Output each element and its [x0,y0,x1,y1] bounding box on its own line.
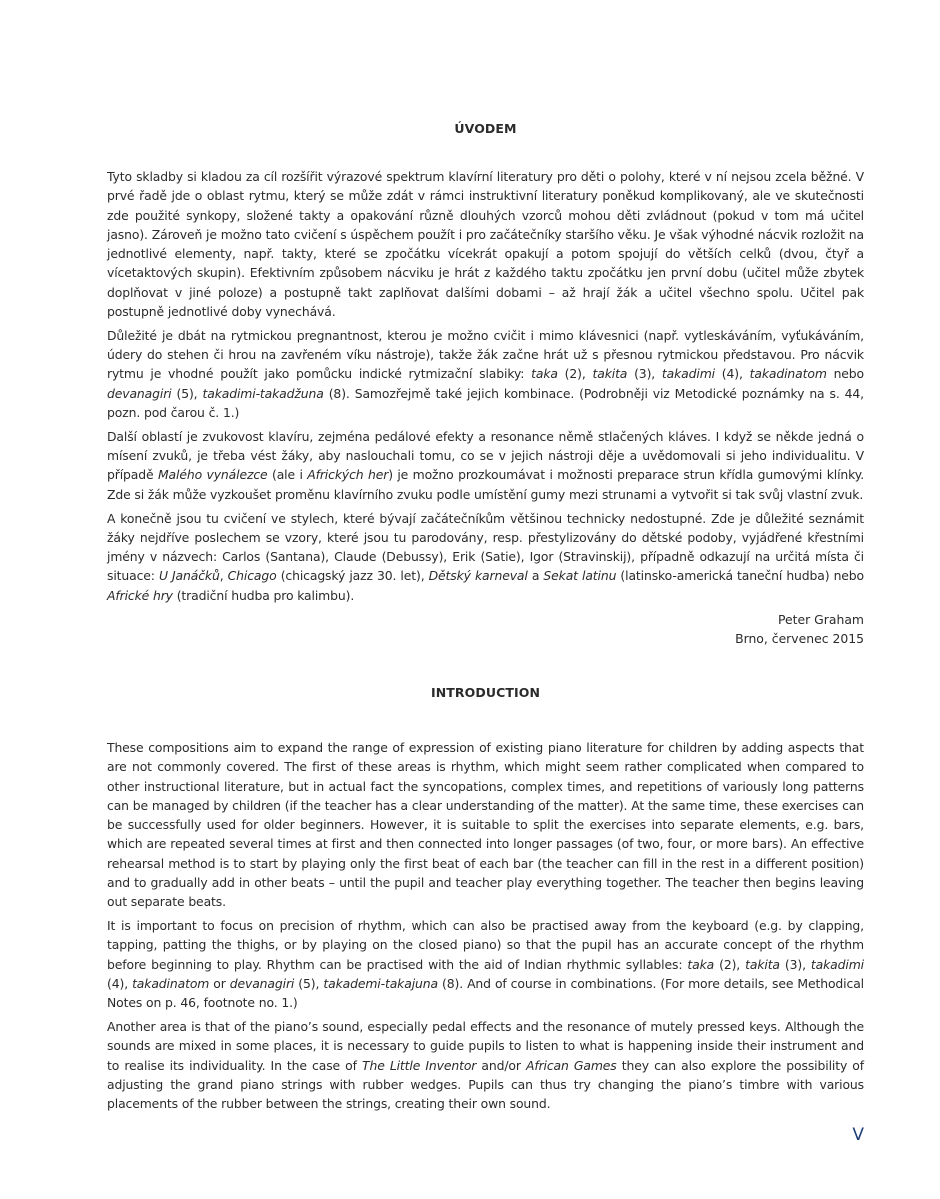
section-english [107,738,864,1118]
author-name: Peter Graham [778,611,864,627]
en-paragraph-3: Another area is that of the piano’s sound, especially pedal effects and the resonance of mutely pressed keys. Although the sounds are mixed in some places, it is necessary to guide pupils to listen to what is happening inside their instrument and to realise its individuality. In the case of The Little Inventor and/or African Games they can also explore the possibility of adjusting the grand piano strings with rubber wedges. Pupils can thus try changing the piano’s timbre with various placements of the rubber between the strings, creating their own sound. [107,1019,865,1112]
heading-czech: ÚVODEM [454,121,517,136]
en-paragraph-1: These compositions aim to expand the range of expression of existing piano literature for children by adding aspects that are not commonly covered. The first of these areas is rhythm, which might seem rather complicated when compared to other instructional literature, but in actual fact the syncopations, complex times, and repetitions of variously long patterns can be managed by children (if the teacher has a clear understanding of the matter). At the same time, these exercises can be successfully used for older beginners. However, it is suitable to split the exercises into separate elements, e.g. bars, which are repeated several times at first and then connected into longer passages (of two, four, or more bars). An effective rehearsal method is to start by playing only the first beat of each bar (the teacher can fill in the rest in a different position) and to gradually add in other beats – until the pupil and teacher play everything together. The teacher then begins leaving out separate beats. [107,740,864,910]
heading-english: INTRODUCTION [430,685,541,700]
en-paragraph-2: It is important to focus on precision of rhythm, which can also be practised away from the keyboard (e.g. by clapping, tapping, patting the thighs, or by playing on the closed piano) so that the pupil has an accurate concept of the rhythm before beginning to play. Rhythm can be practised with the aid of Indian rhythmic syllables: taka (2), takita (3), takadimi (4), takadinatom or devanagiri (5), takademi-takajuna (8). And of course in combinations. (For more details, see Methodical Notes on p. 46, footnote no. 1.) [107,918,864,1011]
place-date: Brno, červenec 2015 [735,630,864,646]
cz-paragraph-3: Další oblastí je zvukovost klavíru, zejména pedálové efekty a resonance němě stlačených kláves. I když se někde jedná o mísení zvuků, je třeba vést žáky, aby naslouchali tomu, co se v jejich nástroji děje a uvědomovali si jeho individualitu. V případě Malého vynálezce (ale i Afrických her) je možno prozkoumávat i možnosti preparace strun křídla gumovými klínky. Zde si žák může vyzkoušet proměnu klavírního zvuku podle umístění gumy mezi strunami a vytvořit si tak svůj vlastní zvuk. [107,428,865,502]
section-czech [107,167,864,648]
signature-block [107,610,864,649]
cz-paragraph-2: Důležité je dbát na rytmickou pregnantnost, kterou je možno cvičit i mimo klávesnici (např. vytleskáváním, vyťukáváním, údery do stehen či hrou na zavřeném víku nástroje), takže žák začne hrát už s přesnou rytmickou představou. Pro nácvik rytmu je vhodné použít jako pomůcku indické rytmizační slabiky: taka (2), takita (3), takadimi (4), takadinatom nebo devanagiri (5), takadimi-takadžuna (8). Samozřejmě také jejich kombinace. (Podrobněji viz Metodické poznámky na s. 44, pozn. pod čarou č. 1.) [107,327,865,421]
cz-paragraph-1: Tyto skladby si kladou za cíl rozšířit výrazové spektrum klavírní literatury pro děti o polohy, které v ní nejsou zcela běžné. V prvé řadě jde o oblast rytmu, který se může zdát v rámci instruktivní literatury poněkud komplikovaný, ale ve skutečnosti zde použité synkopy, složené takty a opakování různě dlouhých vzorců mohou děti zvládnout (pokud v tom má učitel jasno). Zároveň je možno tato cvičení s úspěchem použít i pro začátečníky staršího věku. Je však výhodné nácvik rozložit na jednotlivé elementy, např. takty, které se zpočátku vícekrát opakují a potom spojují do větších celků (dvou, čtyř a vícetaktových skupin). Efektivním způsobem nácviku je hrát z každého taktu zpočátku jen první dobu (učitel může zbytek doplňovat v jiné poloze) a postupně takt zaplňovat dalšími dobami – až hrají žák a učitel všechno spolu. Učitel pak postupně jednotlivé doby vynechává. [107,169,864,320]
cz-paragraph-4: A konečně jsou tu cvičení ve stylech, které bývají začátečníkům většinou technicky nedostupné. Zde je důležité seznámit žáky nejdříve poslechem se vzory, které jsou tu parodovány, resp. přestylizovány do dětské podoby, vyjádřené křestními jmény v názvech: Carlos (Santana), Claude (Debussy), Erik (Satie), Igor (Stravinskij), případně odkazují na určitá místa či situace: U Janáčků, Chicago (chicagský jazz 30. let), Dětský karneval a Sekat latinu (latinsko-americká taneční hudba) nebo Africké hry (tradiční hudba pro kalimbu). [107,510,865,603]
page-number: V [852,1125,864,1145]
